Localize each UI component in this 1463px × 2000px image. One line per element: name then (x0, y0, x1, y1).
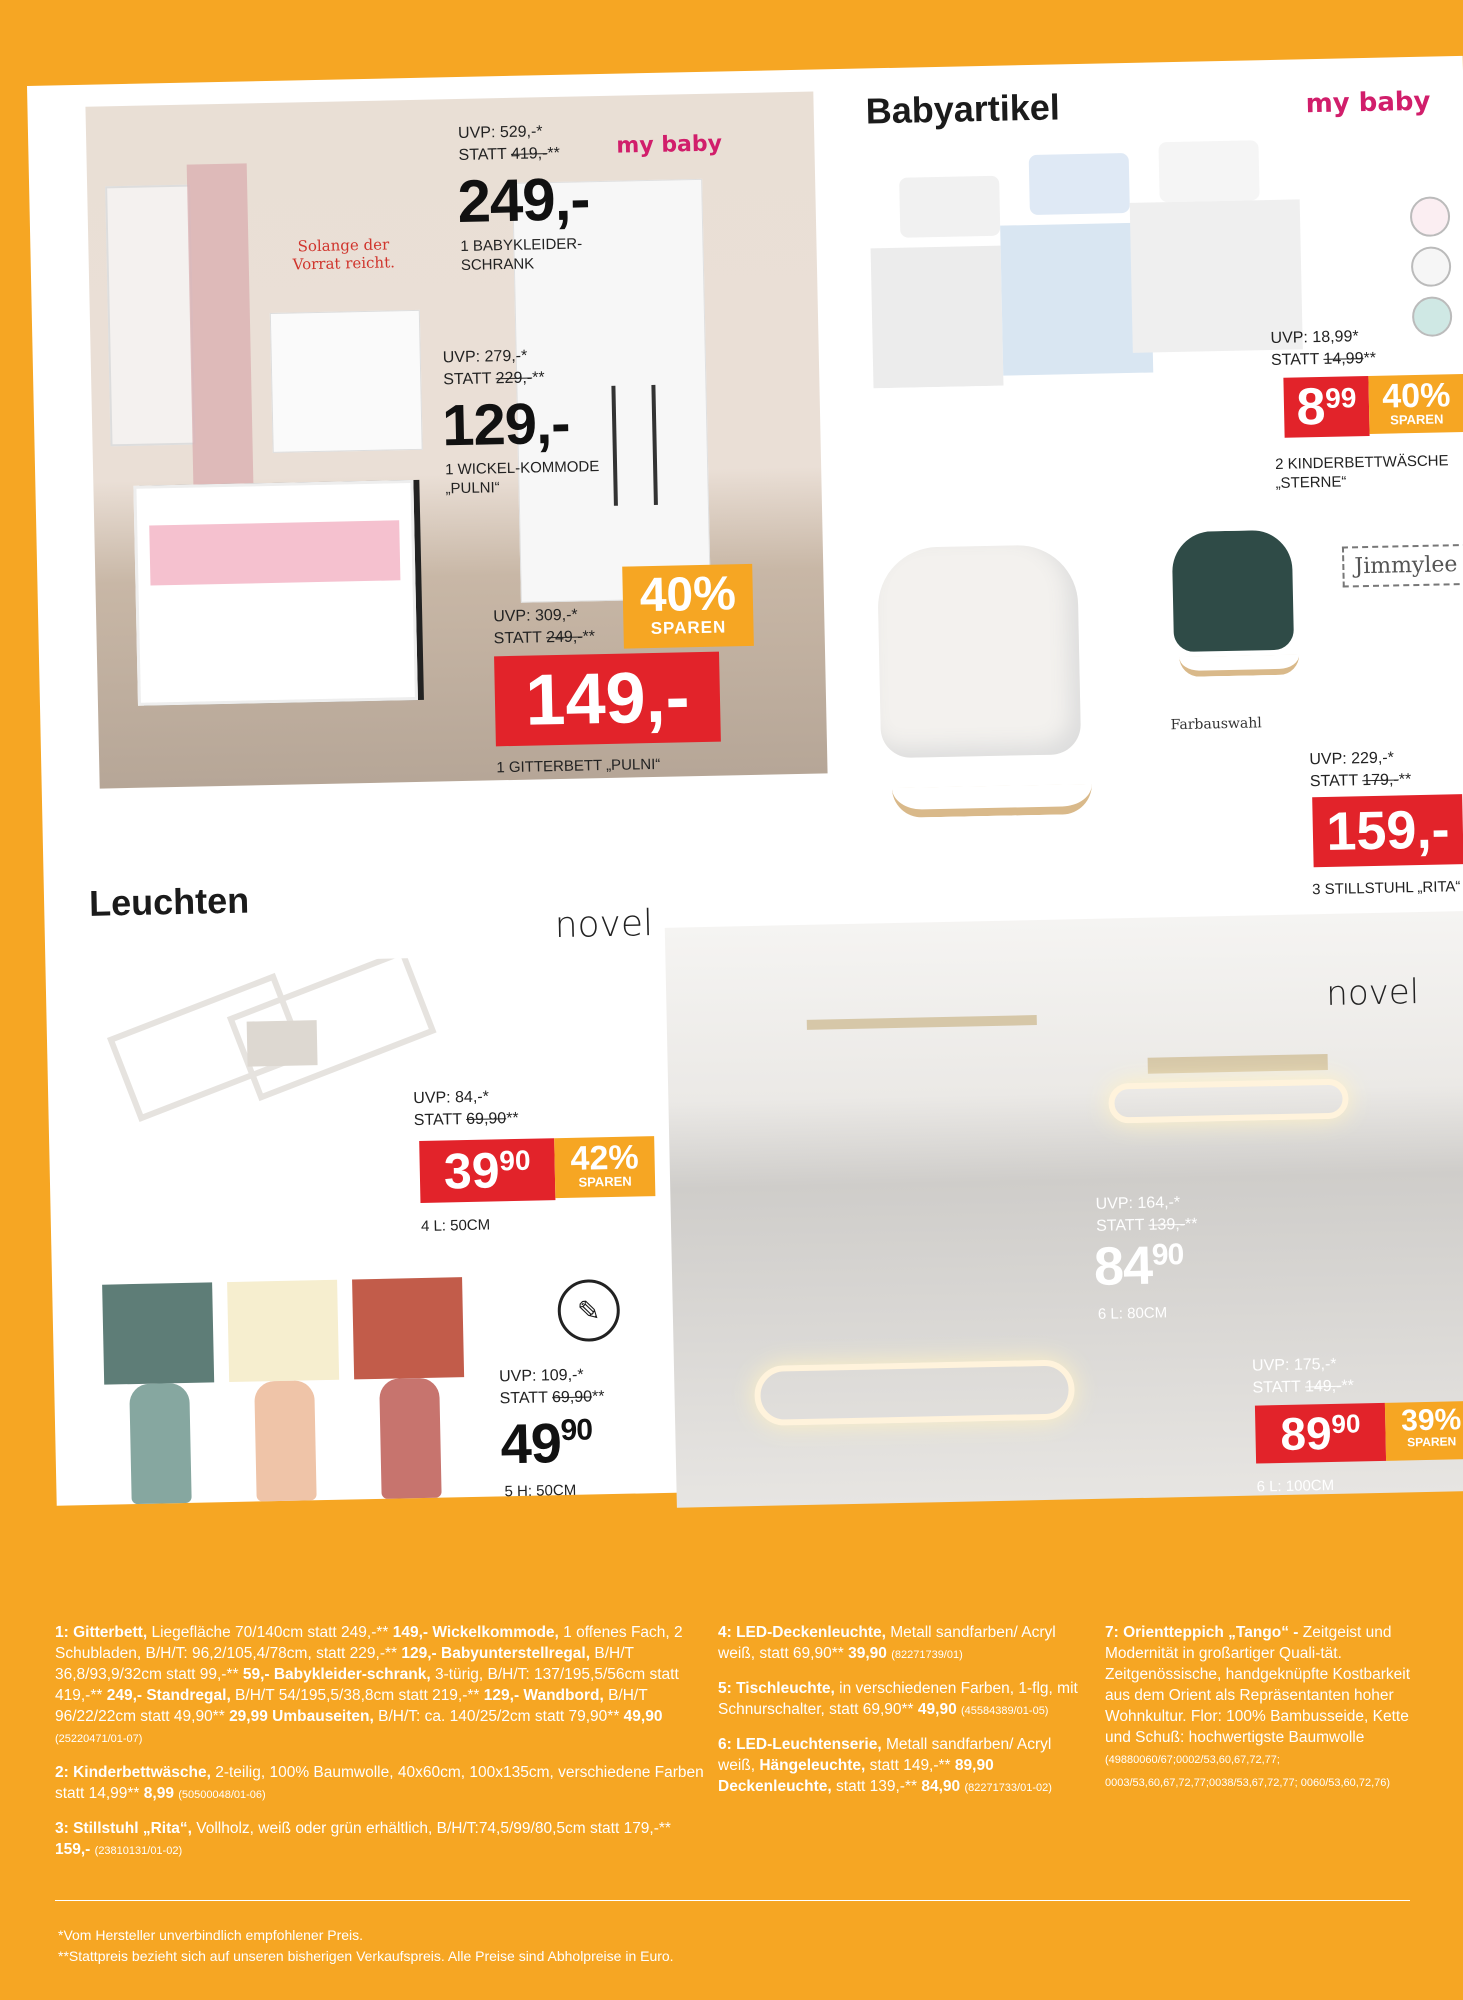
color-swatch-pink[interactable] (1410, 196, 1451, 237)
stuhl-uvp: UVP: 229,-* STATT 179,-** (1309, 749, 1412, 791)
content-card (27, 56, 1463, 1506)
waesche-uvp: UVP: 18,99* STATT 14,99** (1270, 328, 1377, 370)
schrank-price: 249,- (456, 165, 590, 236)
footnote-uvp: *Vom Hersteller unverbindlich empfohlener Preis. (58, 1927, 364, 1943)
decke-save-badge: 42% SPAREN (554, 1136, 655, 1198)
footer-item-1: 1: Gitterbett, Liegefläche 70/140cm statt 249,-** 149,- Wickelkommode, 1 offenes Fach, 2 Schubladen, B/H/T: 96,2/105,4/78cm, statt 229,-** 129,- Babyunterstellregal, B/H/T 36,8/93,9/32cm statt 99,-** 59,- Babykleider-schrank, 3-türig, B/H/T: 137/195,5/56cm statt 419,-** 249,- Standregal, B/H/T 54/195,5/38,8cm statt 219,-** 129,- Wandbord, B/H/T 96/22/22cm statt 49,90** 29,99 Umbauseiten, B/H/T: ca. 140/25/2cm statt 79,90** 49,90 (25220471/01-07) (55, 1624, 683, 1745)
section-title-baby: Babyartikel (865, 86, 1061, 132)
brick-wall (187, 163, 254, 494)
cord-switch-icon: ✎ (557, 1279, 620, 1342)
footer-item-5: 5: Tischleuchte, in verschiedenen Farben, 1-flg, mit Schnurschalter, statt 69,90** 49,90 (45584389/01-05) (718, 1680, 1078, 1718)
waesche-save-badge: 40% SPAREN (1368, 374, 1463, 434)
footer-divider (55, 1900, 1410, 1901)
footer-col-3 (1105, 1622, 1430, 1794)
bett-item: 1 GITTERBETT „PULNI“ (496, 755, 661, 777)
rocking-chair-white (857, 533, 1123, 838)
stock-note: Solange der Vorrat reicht. (292, 235, 396, 274)
ceiling-lamp-photo (85, 957, 468, 1135)
changing-table (270, 310, 423, 453)
table-lamps-photo (92, 1267, 477, 1515)
tisch-item: 5 H: 50CM (504, 1481, 577, 1501)
haenge1-item: 6 L: 80CM (1097, 1304, 1168, 1323)
kommode-price: 129,- (441, 390, 571, 459)
crib (133, 480, 418, 706)
tisch-price: 49 90 (499, 1411, 593, 1476)
bedding-photo (848, 119, 1313, 389)
novel-logo-2: novel (1325, 972, 1420, 1014)
haenge2-price: 89 90 (1255, 1403, 1386, 1464)
color-swatch-mint[interactable] (1412, 296, 1453, 337)
decke-item: 4 L: 50CM (420, 1216, 491, 1235)
decke-uvp: UVP: 84,-* STATT 69,90** (413, 1088, 519, 1130)
footer-col-2 (718, 1622, 1088, 1799)
mybaby-logo: my baby (616, 131, 723, 159)
section-title-lights: Leuchten (88, 879, 250, 924)
bett-uvp: UVP: 309,-* STATT 249,-** (493, 606, 596, 648)
haenge2-item: 6 L: 100CM (1256, 1476, 1335, 1496)
footer-item-2: 2: Kinderbettwäsche, 2-teilig, 100% Baumwolle, 40x60cm, 100x135cm, verschiedene Farben statt 14,99** 8,99 (50500048/01-06) (55, 1764, 704, 1802)
color-choice-note: Farbauswahl (1170, 715, 1262, 734)
decke-price: 39 90 (419, 1138, 555, 1203)
footnote-statt: **Stattpreis bezieht sich auf unseren bisherigen Verkaufspreis. Alle Preise sind Abholpreise in Euro. (58, 1948, 674, 1964)
footer-item-4: 4: LED-Deckenleuchte, Metall sandfarben/ Acryl weiß, statt 69,90** 39,90 (82271739/01) (718, 1624, 1056, 1662)
waesche-price: 8 99 (1283, 376, 1369, 438)
schrank-item: 1 BABYKLEIDER-SCHRANK (460, 235, 583, 274)
bett-save-badge: 40% SPAREN (622, 564, 754, 649)
stuhl-item: 3 STILLSTUHL „RITA“ (1311, 878, 1461, 899)
color-swatch-white[interactable] (1411, 246, 1452, 287)
footer-item-7: 7: Orientteppich „Tango“ - Zeitgeist und Modernität in großartiger Quali-tät. Zeitgenössische, handgeknüpfte Kostbarkeit aus dem Orient als Repräsentanten hoher Wohnkultur. Flor: 100% Bambusseide, Kette und Schuß: hochwertigste Baumwolle (49880060/67;0002/53,60,67,72,77; 0003/53,60,67,72,77;0038/53,67,72,77; 0060/53,60,72,76) (1105, 1624, 1411, 1789)
mybaby-logo-2: my baby (1305, 86, 1431, 120)
schrank-uvp: UVP: 529,-* STATT 419,-** (457, 123, 561, 164)
wall-shelf (105, 185, 195, 447)
haenge2-uvp: UVP: 175,-* STATT 149,-** (1251, 1355, 1355, 1397)
stuhl-price: 159,- (1312, 794, 1463, 867)
waesche-item: 2 KINDERBETTWÄSCHE „STERNE“ (1275, 452, 1449, 492)
novel-logo: novel (554, 903, 654, 947)
footer-col-1 (55, 1622, 705, 1862)
tisch-uvp: UVP: 109,-* STATT 69,90** (498, 1366, 605, 1408)
footer-item-6: 6: LED-Leuchtenserie, Metall sandfarben/ Acryl weiß, Hängeleuchte, statt 149,-** 89,90 Deckenleuchte, statt 139,-** 84,90 (82271733/01-02) (718, 1736, 1052, 1795)
haenge1-uvp: UVP: 164,-* STATT 139,-** (1095, 1194, 1198, 1235)
bett-price: 149,- (494, 652, 721, 747)
footer-item-3: 3: Stillstuhl „Rita“, Vollholz, weiß oder grün erhältlich, B/H/T:74,5/99/80,5cm statt 179,-** 159,- (23810131/01-02) (55, 1820, 671, 1858)
rocking-chair-green (1157, 529, 1310, 692)
haenge2-save-badge: 39% SPAREN (1385, 1401, 1463, 1461)
kommode-uvp: UVP: 279,-* STATT 229,-** (442, 347, 545, 389)
jimmylee-logo: Jimmylee (1342, 544, 1463, 588)
kommode-item: 1 WICKEL-KOMMODE „PULNI“ (444, 458, 600, 498)
haenge1-price: 84 90 (1093, 1235, 1184, 1297)
